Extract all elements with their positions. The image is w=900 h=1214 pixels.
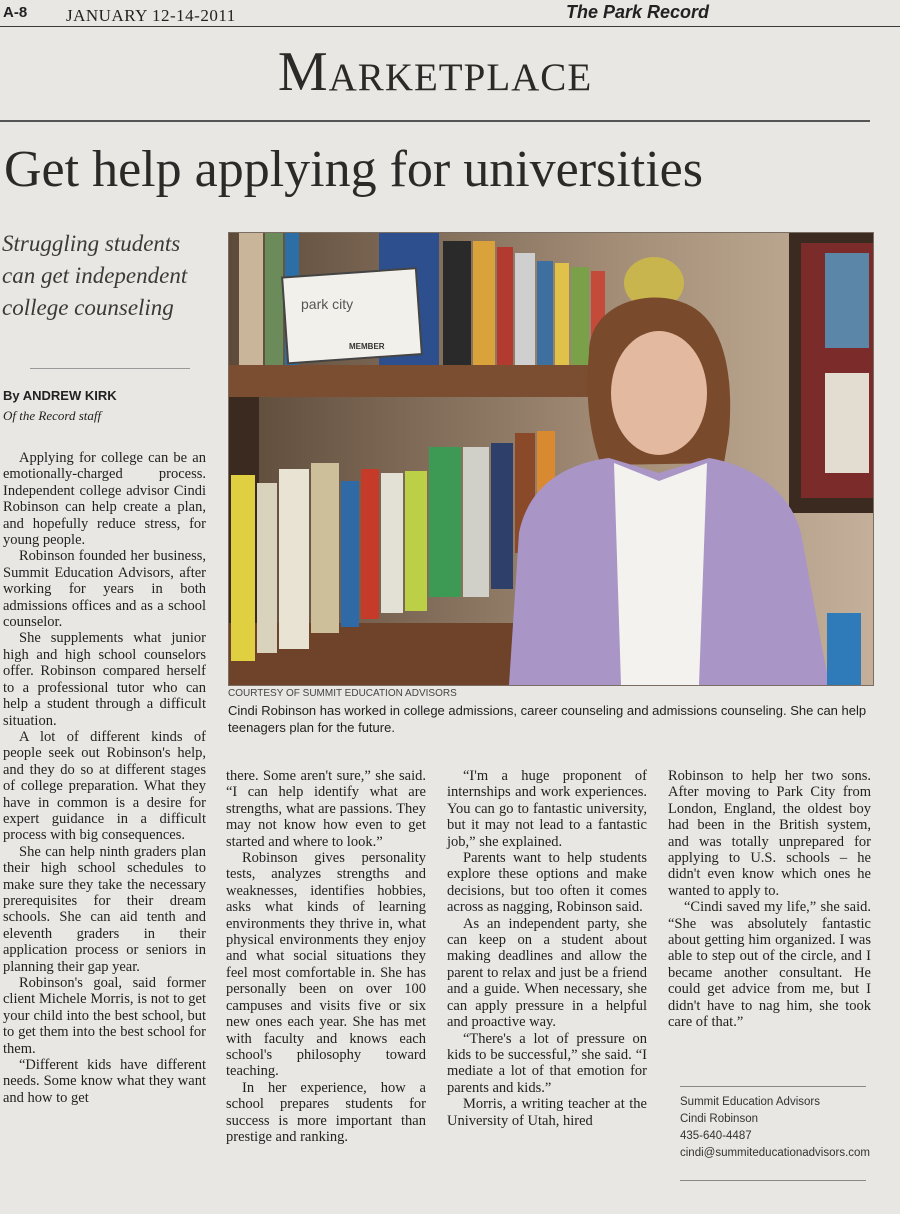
info-email: cindi@summiteducationadvisors.com — [680, 1147, 870, 1159]
deck-rule — [30, 368, 190, 369]
paragraph: Robinson founded her business, Summit Education Advisors, after working for years in both admissions offices and as a school counselor. — [3, 548, 206, 631]
paragraph: “Cindi saved my life,” she said. “She was absolutely fantastic about getting him organized. I was able to step out of the circle, and I became another consultant. He could get advice from me, but I didn't have to nag him, she took care of that.” — [668, 899, 871, 1031]
paragraph: Applying for college can be an emotionally-charged process. Independent college advisor Cindi Robinson can help create a plan, and hopefully reduce stress, for young people. — [3, 450, 206, 549]
masthead-rule — [0, 26, 900, 27]
headline: Get help applying for universities — [4, 141, 703, 198]
article-column-4 — [668, 768, 871, 1031]
paragraph: Morris, a writing teacher at the University of Utah, hired — [447, 1096, 647, 1129]
article-column-2 — [226, 768, 426, 1145]
paragraph: She can help ninth graders plan their high school schedules to make sure they take the necessary prerequisites for their dream schools. She can aid tenth and eleventh graders in their application process or seniors in planning their gap year. — [3, 843, 206, 975]
paragraph: Robinson gives personality tests, analyzes strengths and weaknesses, identifies hobbies, asks what kinds of learning environments they thrive in, what physical environments they enjoy and what social situations they feel most comfortable in. She has personally been on over 100 campuses and visits five or six new ones each year. She has met with faculty and knows each school's philosophy toward teaching. — [226, 850, 426, 1080]
paragraph: A lot of different kinds of people seek out Robinson's help, and they do so at different stages of college preparation. What they have in common is a desire for expert guidance in a difficult process with big consequences. — [3, 728, 206, 844]
article-column-1 — [3, 450, 206, 1106]
staff-line: Of the Record staff — [3, 408, 102, 423]
page-number: A-8 — [3, 4, 28, 21]
paragraph: Parents want to help students explore these options and make decisions, but too often it comes across as nagging, Robinson said. — [447, 850, 647, 916]
photo-illustration — [229, 233, 873, 685]
paragraph: there. Some aren't sure,” she said. “I can help identify what are strengths, what are passions. They may not know how even to get started and where to look.” — [226, 768, 426, 850]
photo-caption: Cindi Robinson has worked in college admissions, career counseling and admissions counseling. She can help teenagers plan for the future. — [228, 703, 867, 735]
newspaper-name: The Park Record — [566, 2, 710, 22]
paragraph: “There's a lot of pressure on kids to be successful,” she said. “I mediate a lot of that emotion for parents and kids.” — [447, 1030, 647, 1096]
info-box — [680, 1094, 880, 1162]
section-rule — [0, 120, 870, 122]
info-box-bottom-rule — [680, 1180, 866, 1181]
info-person: Cindi Robinson — [680, 1113, 758, 1125]
article-column-3 — [447, 768, 647, 1129]
paragraph: Robinson's goal, said former client Michele Morris, is not to get your child into the best school, but to get them into the best school for them. — [3, 975, 206, 1057]
paragraph: She supplements what junior high and high school counselors offer. Robinson compared herself to a professional tutor who can help a student through a difficult situation. — [3, 630, 206, 729]
photo — [228, 232, 874, 686]
paragraph: “I'm a huge proponent of internships and work experiences. You can go to fantastic university, but it may not lead to a fantastic job,” she explained. — [447, 768, 647, 850]
info-phone: 435-640-4487 — [680, 1130, 752, 1142]
issue-date: JANUARY 12-14-2011 — [66, 6, 236, 25]
sign-text: park city — [301, 296, 354, 312]
paragraph: “Different kids have different needs. Some know what they want and how to get — [3, 1057, 206, 1106]
info-box-top-rule — [680, 1086, 866, 1087]
info-company: Summit Education Advisors — [680, 1096, 820, 1108]
deck: Struggling students can get independent college counseling — [2, 231, 188, 320]
sign-badge: MEMBER — [349, 342, 385, 351]
section-title: Marketplace — [277, 41, 593, 103]
photo-credit: COURTESY OF SUMMIT EDUCATION ADVISORS — [228, 688, 457, 699]
paragraph: Robinson to help her two sons. After moving to Park City from London, England, the oldest boy had been in the British system, and was totally unprepared for applying to U.S. schools – he didn't even know which ones he wanted to apply to. — [668, 768, 871, 899]
byline: By ANDREW KIRK — [3, 388, 117, 403]
paragraph: As an independent party, she can keep on a student about making deadlines and allow the parent to relax and just be a friend and a guide. When necessary, she can apply pressure in a helpful and proactive way. — [447, 915, 647, 1031]
paragraph: In her experience, how a school prepares students for success is more important than prestige and ranking. — [226, 1079, 426, 1145]
